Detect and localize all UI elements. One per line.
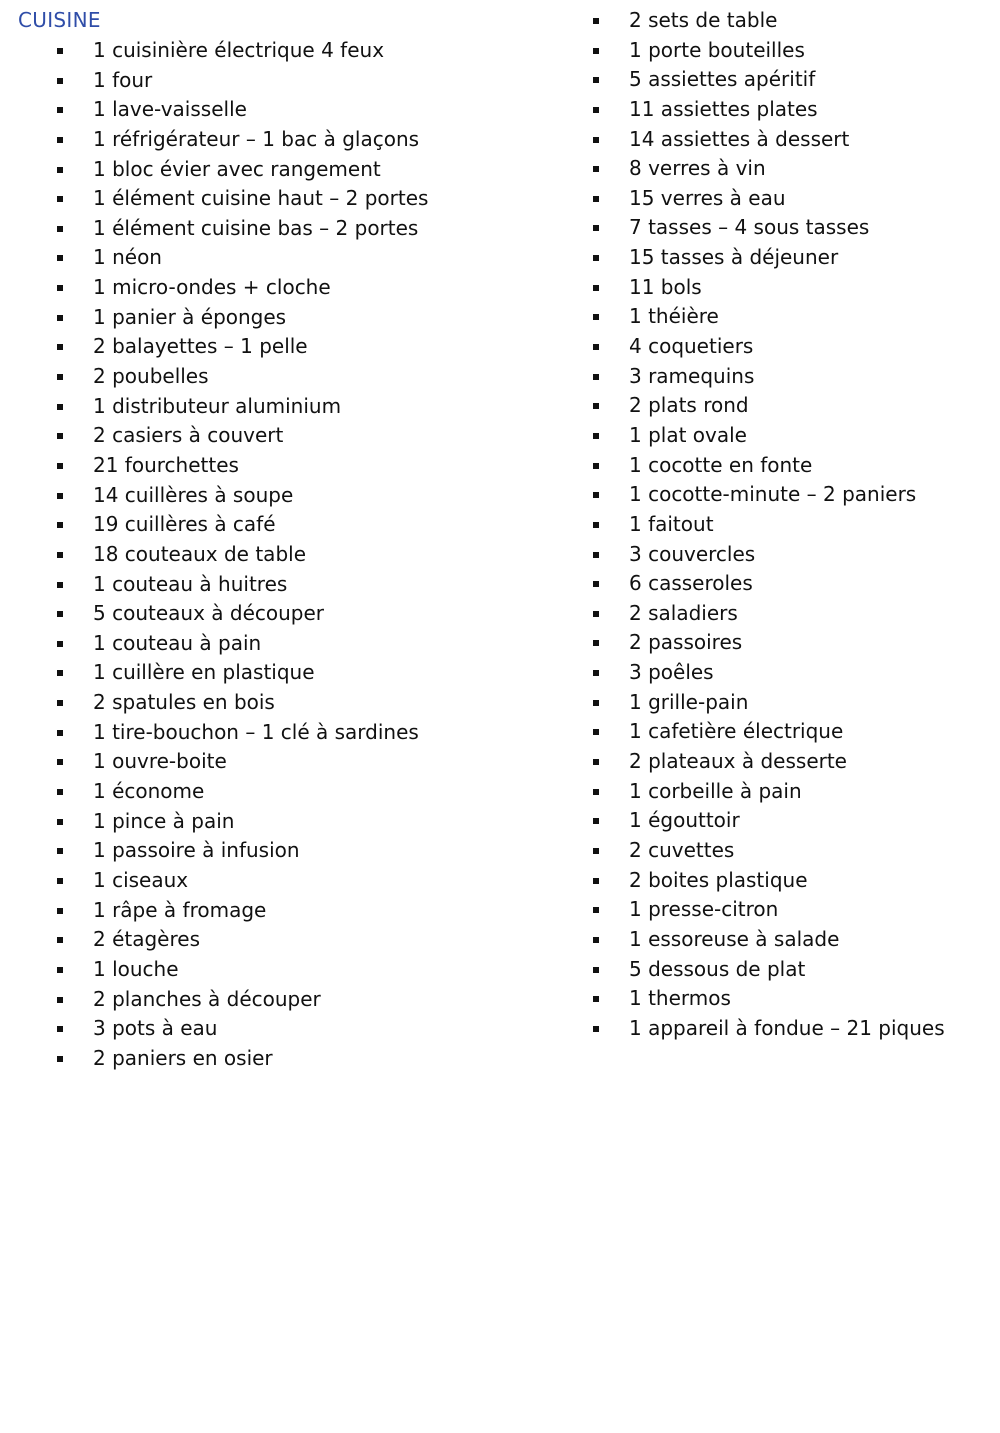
- list-item: [0, 480, 1000, 510]
- list-item-text: 1 plat ovale: [629, 422, 747, 447]
- list-item-text: 11 assiettes plates: [629, 96, 818, 121]
- list-item-text: 1 couteau à huitres: [93, 571, 288, 596]
- square-bullet-icon: [593, 403, 599, 409]
- square-bullet-icon: [593, 789, 599, 795]
- list-item-text: 11 bols: [629, 274, 702, 299]
- list-item-text: 1 passoire à infusion: [93, 838, 300, 863]
- list-item: [0, 213, 1000, 243]
- list-item: [0, 540, 1000, 570]
- list-item-text: 2 plats rond: [629, 393, 749, 418]
- square-bullet-icon: [593, 1026, 599, 1032]
- list-item: [0, 362, 1000, 392]
- list-item-text: 1 râpe à fromage: [93, 897, 267, 922]
- square-bullet-icon: [593, 18, 599, 24]
- square-bullet-icon: [593, 522, 599, 528]
- list-item-text: 1 cuisinière électrique 4 feux: [93, 38, 385, 62]
- list-item-text: 1 élément cuisine haut – 2 portes: [93, 186, 429, 211]
- list-item: [0, 273, 1000, 303]
- list-item-text: 1 cuillère en plastique: [93, 660, 315, 685]
- square-bullet-icon: [593, 107, 599, 113]
- list-item-text: 1 réfrigérateur – 1 bac à glaçons: [93, 126, 420, 151]
- list-item: [0, 302, 1000, 332]
- list-item-text: 5 dessous de plat: [629, 956, 806, 981]
- list-item-text: 1 grille-pain: [629, 689, 749, 714]
- square-bullet-icon: [593, 996, 599, 1002]
- list-item-text: 2 planches à découper: [93, 986, 321, 1011]
- list-item-text: 14 assiettes à dessert: [629, 126, 850, 151]
- list-item: [0, 510, 1000, 540]
- list-item: [0, 688, 1000, 718]
- list-item-text: 1 appareil à fondue – 21 piques: [629, 1015, 945, 1040]
- square-bullet-icon: [593, 196, 599, 202]
- list-item-text: 2 étagères: [93, 927, 200, 952]
- list-item-text: 5 assiettes apéritif: [629, 67, 816, 92]
- list-item: [0, 866, 1000, 896]
- list-item: [0, 95, 1000, 125]
- list-item: [0, 717, 1000, 747]
- square-bullet-icon: [593, 907, 599, 913]
- list-item: [0, 421, 1000, 451]
- square-bullet-icon: [593, 937, 599, 943]
- list-item-text: 2 sets de table: [629, 8, 778, 32]
- square-bullet-icon: [593, 700, 599, 706]
- list-item: [0, 1014, 1000, 1044]
- list-item-text: 4 coquetiers: [629, 334, 754, 359]
- list-item: [0, 777, 1000, 807]
- list-item-text: 21 fourchettes: [93, 452, 239, 477]
- list-item-text: 1 élément cuisine bas – 2 portes: [93, 215, 419, 240]
- square-bullet-icon: [593, 670, 599, 676]
- list-item-text: 1 ouvre-boite: [93, 749, 227, 774]
- square-bullet-icon: [593, 878, 599, 884]
- square-bullet-icon: [593, 640, 599, 646]
- list-item-text: 1 économe: [93, 779, 205, 804]
- square-bullet-icon: [593, 611, 599, 617]
- list-item-text: 1 essoreuse à salade: [629, 926, 840, 951]
- list-item: [0, 451, 1000, 481]
- list-item-text: 15 verres à eau: [629, 185, 786, 210]
- square-bullet-icon: [593, 166, 599, 172]
- list-item-text: 2 poubelles: [93, 364, 209, 389]
- list-item-text: 1 cocotte en fonte: [629, 452, 813, 477]
- list-item-text: 1 néon: [93, 245, 162, 270]
- list-item: [0, 391, 1000, 421]
- square-bullet-icon: [593, 552, 599, 558]
- list-item: [0, 125, 1000, 155]
- list-item-text: 2 cuvettes: [629, 837, 735, 862]
- list-item-text: 2 balayettes – 1 pelle: [93, 334, 308, 359]
- list-item-text: 1 thermos: [629, 986, 731, 1011]
- list-item: [0, 1044, 560, 1074]
- square-bullet-icon: [593, 729, 599, 735]
- list-item-text: 1 couteau à pain: [93, 630, 262, 655]
- list-item-text: 1 bloc évier avec rangement: [93, 156, 381, 181]
- square-bullet-icon: [593, 374, 599, 380]
- square-bullet-icon: [593, 225, 599, 231]
- list-item: [0, 243, 1000, 273]
- list-item-text: 15 tasses à déjeuner: [629, 245, 839, 270]
- list-item-text: 18 couteaux de table: [93, 541, 306, 566]
- list-item-text: 1 cafetière électrique: [629, 719, 844, 744]
- list-item: [0, 895, 1000, 925]
- list-item-text: 1 presse-citron: [629, 897, 779, 922]
- list-item-text: 1 panier à éponges: [93, 304, 287, 329]
- list-item-text: 1 pince à pain: [93, 808, 235, 833]
- square-bullet-icon: [593, 581, 599, 587]
- list-item-text: 1 distributeur aluminium: [93, 393, 342, 418]
- list-item-text: 1 four: [93, 67, 153, 92]
- square-bullet-icon: [593, 759, 599, 765]
- square-bullet-icon: [593, 818, 599, 824]
- list-item-text: 1 lave-vaisselle: [93, 97, 247, 122]
- list-item-text: 2 paniers en osier: [93, 1045, 273, 1070]
- list-item-text: 14 cuillères à soupe: [93, 482, 294, 507]
- list-item-text: 1 ciseaux: [93, 867, 189, 892]
- list-item-text: 19 cuillères à café: [93, 512, 276, 537]
- square-bullet-icon: [593, 314, 599, 320]
- list-item-text: 6 casseroles: [629, 571, 753, 596]
- right-column-list: [0, 6, 1000, 1043]
- list-item: [0, 569, 1000, 599]
- list-item: [0, 984, 1000, 1014]
- list-item-text: 1 cocotte-minute – 2 paniers: [629, 482, 917, 507]
- list-item-text: 1 micro-ondes + cloche: [93, 275, 331, 300]
- list-item: [0, 747, 1000, 777]
- list-item-text: 1 faitout: [629, 511, 714, 536]
- list-item: [0, 658, 1000, 688]
- list-item: [0, 332, 1000, 362]
- list-item-text: 8 verres à vin: [629, 156, 766, 181]
- list-item-text: 1 porte bouteilles: [629, 37, 805, 62]
- square-bullet-icon: [593, 967, 599, 973]
- square-bullet-icon: [57, 1056, 63, 1062]
- section-title: CUISINE: [18, 8, 101, 32]
- square-bullet-icon: [593, 492, 599, 498]
- square-bullet-icon: [593, 77, 599, 83]
- list-item-text: 2 casiers à couvert: [93, 423, 284, 448]
- list-item: [0, 925, 1000, 955]
- list-item: [0, 599, 1000, 629]
- square-bullet-icon: [593, 48, 599, 54]
- square-bullet-icon: [593, 433, 599, 439]
- list-item: [0, 6, 1000, 36]
- list-item-text: 1 louche: [93, 956, 179, 981]
- list-item-text: 2 saladiers: [629, 600, 738, 625]
- list-item: [0, 806, 1000, 836]
- list-item-text: 3 poêles: [629, 660, 714, 685]
- list-item-text: 1 tire-bouchon – 1 clé à sardines: [93, 719, 419, 744]
- list-item-text: 1 théière: [629, 304, 719, 329]
- list-item-text: 7 tasses – 4 sous tasses: [629, 215, 870, 240]
- square-bullet-icon: [593, 463, 599, 469]
- list-item-text: 2 boites plastique: [629, 867, 808, 892]
- list-item-text: 1 corbeille à pain: [629, 778, 802, 803]
- list-item-text: 1 égouttoir: [629, 808, 740, 833]
- square-bullet-icon: [593, 848, 599, 854]
- list-item: [0, 836, 1000, 866]
- list-item: [0, 955, 1000, 985]
- list-item-text: 3 pots à eau: [93, 1016, 218, 1041]
- square-bullet-icon: [593, 344, 599, 350]
- list-item-text: 2 spatules en bois: [93, 690, 275, 715]
- list-item: [0, 184, 1000, 214]
- square-bullet-icon: [593, 137, 599, 143]
- list-item-text: 2 passoires: [629, 630, 743, 655]
- list-item: [0, 628, 1000, 658]
- square-bullet-icon: [593, 255, 599, 261]
- list-item-text: 3 ramequins: [629, 363, 755, 388]
- list-item-text: 3 couvercles: [629, 541, 756, 566]
- list-item: [0, 36, 1000, 66]
- square-bullet-icon: [593, 285, 599, 291]
- list-item: [0, 65, 1000, 95]
- list-item: [0, 154, 1000, 184]
- list-item-text: 2 plateaux à desserte: [629, 749, 847, 774]
- list-item-text: 5 couteaux à découper: [93, 601, 325, 626]
